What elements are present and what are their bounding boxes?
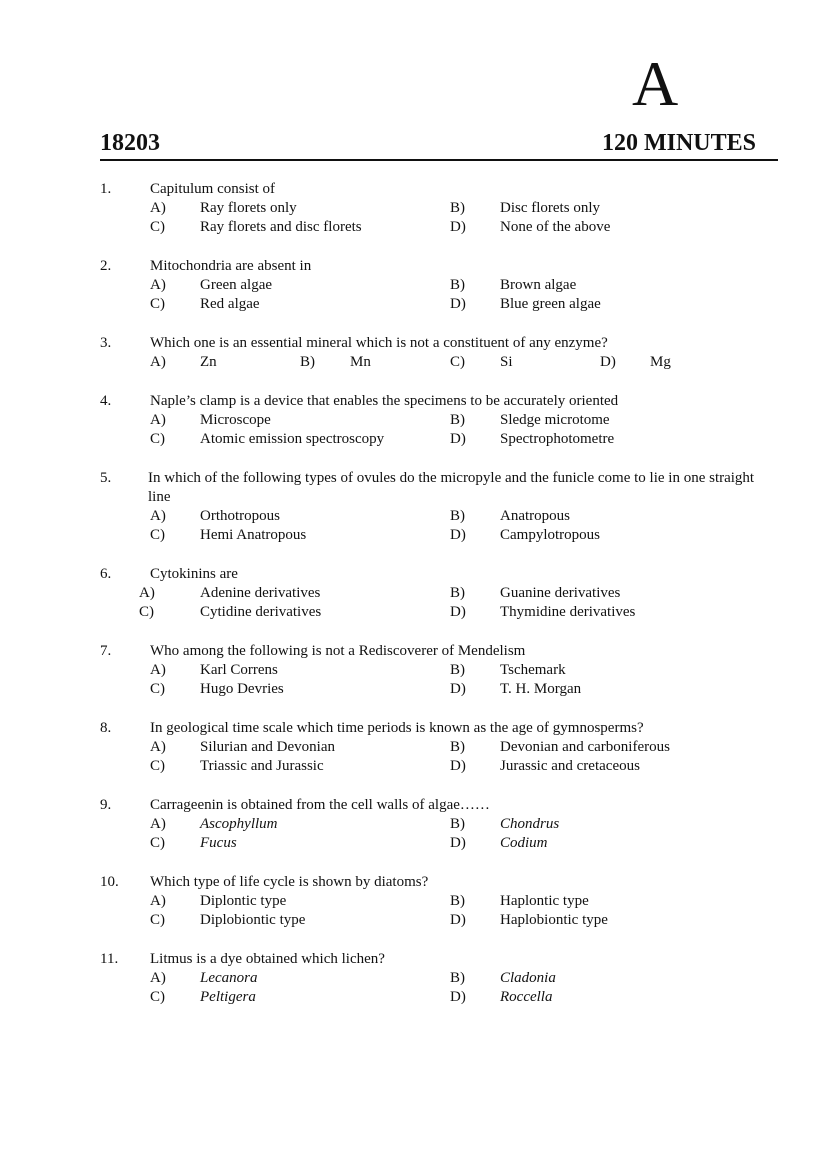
question-number: 8.	[100, 720, 112, 736]
option-text: Disc florets only	[500, 200, 600, 216]
option-label: A)	[150, 354, 166, 370]
option-text: Chondrus	[500, 816, 560, 832]
option-text: Ray florets only	[200, 200, 297, 216]
option-label: D)	[600, 354, 616, 370]
option-text: Guanine derivatives	[500, 585, 621, 601]
option-text: Hemi Anatropous	[200, 527, 307, 543]
paper-code: 18203	[100, 130, 160, 156]
option-label: A)	[150, 277, 166, 293]
option-label: D)	[450, 681, 466, 697]
option-label: B)	[450, 816, 465, 832]
option-label: D)	[450, 604, 466, 620]
option-text: Tschemark	[500, 662, 566, 678]
question-paper-series: A	[632, 48, 679, 119]
option-label: D)	[450, 835, 466, 851]
question-number: 1.	[100, 181, 112, 197]
option-label: C)	[150, 912, 165, 928]
option-text: Orthotropous	[200, 508, 280, 524]
option-text: Sledge microtome	[500, 412, 610, 428]
option-label: C)	[150, 219, 165, 235]
question-number: 7.	[100, 643, 112, 659]
option-text: Si	[500, 354, 513, 370]
option-label: C)	[150, 431, 165, 447]
option-label: B)	[450, 893, 465, 909]
option-label: A)	[150, 508, 166, 524]
question-7	[0, 642, 826, 699]
question-8	[0, 719, 826, 776]
option-label: A)	[139, 585, 155, 601]
option-label: A)	[150, 893, 166, 909]
question-text: In geological time scale which time periods is known as the age of gymnosperms?	[150, 720, 644, 736]
question-text: In which of the following types of ovules do the micropyle and the funicle come to lie in one straight line	[148, 470, 755, 505]
option-label: B)	[450, 662, 465, 678]
option-label: C)	[150, 296, 165, 312]
option-label: D)	[450, 219, 466, 235]
question-text: Mitochondria are absent in	[150, 258, 312, 274]
option-label: D)	[450, 431, 466, 447]
option-label: B)	[450, 970, 465, 986]
option-label: A)	[150, 970, 166, 986]
question-number: 11.	[100, 951, 119, 967]
question-6	[0, 565, 826, 622]
option-text: Fucus	[200, 835, 237, 851]
option-text: Green algae	[200, 277, 273, 293]
option-text: Ascophyllum	[200, 816, 278, 832]
option-text: Ray florets and disc florets	[200, 219, 362, 235]
option-label: B)	[300, 354, 315, 370]
option-label: C)	[450, 354, 465, 370]
option-label: C)	[150, 758, 165, 774]
option-text: Roccella	[500, 989, 553, 1005]
option-label: D)	[450, 296, 466, 312]
option-text: Blue green algae	[500, 296, 601, 312]
option-label: B)	[450, 277, 465, 293]
option-label: D)	[450, 758, 466, 774]
question-number: 2.	[100, 258, 112, 274]
option-text: Cytidine derivatives	[200, 604, 322, 620]
question-number: 6.	[100, 566, 112, 582]
question-number: 9.	[100, 797, 112, 813]
question-9	[0, 796, 826, 853]
question-text: Naple’s clamp is a device that enables the specimens to be accurately oriented	[150, 393, 619, 409]
option-text: Diplontic type	[200, 893, 287, 909]
option-label: D)	[450, 527, 466, 543]
option-label: C)	[150, 527, 165, 543]
option-label: B)	[450, 585, 465, 601]
option-label: C)	[150, 681, 165, 697]
option-label: C)	[150, 835, 165, 851]
option-text: Devonian and carboniferous	[500, 739, 670, 755]
option-label: B)	[450, 508, 465, 524]
option-text: Jurassic and cretaceous	[500, 758, 640, 774]
question-number: 4.	[100, 393, 112, 409]
option-label: A)	[150, 662, 166, 678]
question-text: Which one is an essential mineral which is not a constituent of any enzyme?	[150, 335, 608, 351]
option-text: None of the above	[500, 219, 611, 235]
question-10	[0, 873, 826, 930]
option-text: Diplobiontic type	[200, 912, 306, 928]
question-number: 3.	[100, 335, 112, 351]
question-list	[0, 180, 826, 1027]
question-number: 10.	[100, 874, 119, 890]
question-1	[0, 180, 826, 237]
question-2	[0, 257, 826, 314]
option-label: A)	[150, 739, 166, 755]
question-text: Litmus is a dye obtained which lichen?	[150, 951, 385, 967]
option-text: Peltigera	[200, 989, 256, 1005]
option-label: B)	[450, 412, 465, 428]
question-3	[0, 334, 826, 372]
option-text: Anatropous	[500, 508, 570, 524]
option-label: C)	[139, 604, 154, 620]
option-text: Haplontic type	[500, 893, 589, 909]
question-number: 5.	[100, 470, 112, 486]
header-divider	[100, 159, 778, 161]
option-text: Campylotropous	[500, 527, 600, 543]
option-text: Brown algae	[500, 277, 577, 293]
option-text: Zn	[200, 354, 217, 370]
option-text: Cladonia	[500, 970, 556, 986]
option-text: Microscope	[200, 412, 271, 428]
option-text: Atomic emission spectroscopy	[200, 431, 385, 447]
option-label: D)	[450, 912, 466, 928]
option-text: Thymidine derivatives	[500, 604, 636, 620]
question-4	[0, 392, 826, 449]
option-label: B)	[450, 200, 465, 216]
option-text: Mn	[350, 354, 371, 370]
option-text: Red algae	[200, 296, 260, 312]
question-text: Carrageenin is obtained from the cell walls of algae……	[150, 797, 490, 813]
option-text: Silurian and Devonian	[200, 739, 335, 755]
option-text: Mg	[650, 354, 671, 370]
option-text: Lecanora	[200, 970, 258, 986]
option-text: Adenine derivatives	[200, 585, 321, 601]
option-text: Codium	[500, 835, 548, 851]
question-text: Cytokinins are	[150, 566, 238, 582]
option-label: A)	[150, 412, 166, 428]
question-text: Which type of life cycle is shown by diatoms?	[150, 874, 429, 890]
option-text: Hugo Devries	[200, 681, 284, 697]
option-text: Triassic and Jurassic	[200, 758, 324, 774]
option-label: A)	[150, 200, 166, 216]
option-label: B)	[450, 739, 465, 755]
exam-duration: 120 MINUTES	[601, 130, 756, 156]
option-label: A)	[150, 816, 166, 832]
question-text: Capitulum consist of	[150, 181, 275, 197]
option-label: D)	[450, 989, 466, 1005]
question-5	[0, 469, 826, 545]
option-label: C)	[150, 989, 165, 1005]
option-text: Haplobiontic type	[500, 912, 608, 928]
question-text: Who among the following is not a Rediscoverer of Mendelism	[150, 643, 526, 659]
question-11	[0, 950, 826, 1007]
option-text: Karl Correns	[200, 662, 278, 678]
option-text: Spectrophotometre	[500, 431, 615, 447]
option-text: T. H. Morgan	[500, 681, 582, 697]
